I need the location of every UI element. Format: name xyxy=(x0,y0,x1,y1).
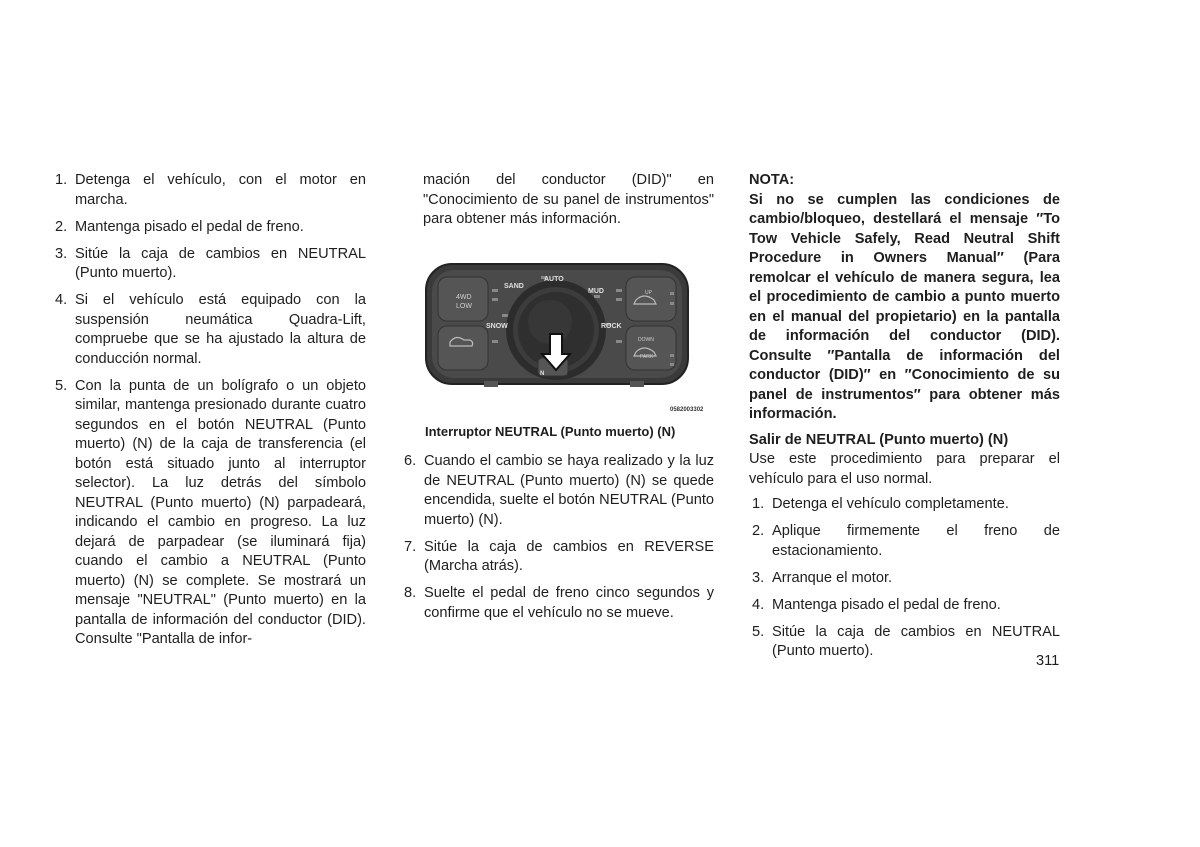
list-item-text: Con la punta de un bolígrafo o un objeto similar, mantenga presionado durante cuatro segundos en el botón NEUTRAL (Punto muerto) (N) de la caja de transferencia (el botón está situado junto al interruptor selector). La luz detrás del símbolo NEUTRAL (Punto muerto) (N) parpadeará, indicando el cambio en progreso. La luz dejará de parpadear (se iluminará fija) cuando el cambio a NEUTRAL (Punto muerto) (N) se complete. Se mostrará un mensaje "NEUTRAL" (Punto muerto) en la pantalla de información del conductor (DID). Consulte "Pantalla de infor- xyxy=(75,377,366,647)
left-column xyxy=(52,171,366,657)
list-item: 8. Suelte el pedal de freno cinco segundos y confirme que el vehículo no se mueve. xyxy=(404,585,714,621)
middle-column-bottom xyxy=(401,452,714,631)
label-mud: MUD xyxy=(588,288,604,295)
list-item: 7. Sitúe la caja de cambios en REVERSE (Marcha atrás). xyxy=(404,538,714,574)
note-body: Si no se cumplen las condiciones de cambio/bloqueo, destellará el mensaje ″To Tow Vehicle Safely, Read Neutral Shift Procedure in Owners Manual″ (Para remolcar el vehículo de manera segura, lea el procedimiento de cambio a punto muerto en el manual del propietario) en la pantalla de información del conductor (DID). Consulte ″Pantalla de información del conductor (DID)″ en ″Conocimiento de su panel de instrumentos″ para obtener más información. xyxy=(749,191,1060,422)
label-park: PARK xyxy=(640,354,654,360)
list-item: 1. Detenga el vehículo, con el motor en marcha. xyxy=(55,172,366,208)
section-title: Salir de NEUTRAL (Punto muerto) (N) xyxy=(749,431,1009,448)
list-item: 3. Sitúe la caja de cambios en NEUTRAL (Punto muerto). xyxy=(55,245,366,281)
list-item-text: Mantenga pisado el pedal de freno. xyxy=(75,218,304,235)
note-title: NOTA: xyxy=(749,172,795,188)
list-item-text: Detenga el vehículo completamente. xyxy=(772,496,1009,512)
list-item: 2. Mantenga pisado el pedal de freno. xyxy=(55,218,304,235)
list-item-text: Si el vehículo está equipado con la suspensión neumática Quadra-Lift, compruebe que se ha ajustado la altura de conducción normal. xyxy=(75,292,366,367)
right-steps-list xyxy=(749,495,1060,662)
label-sand: SAND xyxy=(504,283,524,290)
transfer-case-switch-illustration xyxy=(424,262,714,420)
list-item-text: Sitúe la caja de cambios en REVERSE (Marcha atrás). xyxy=(424,538,714,574)
list-item-text: Mantenga pisado el pedal de freno. xyxy=(772,596,1001,613)
label-snow: SNOW xyxy=(486,323,508,330)
label-auto: AUTO xyxy=(544,276,564,283)
list-item-text: Aplique firmemente el freno de estacionamiento. xyxy=(772,523,1060,559)
list-item-text: Suelte el pedal de freno cinco segundos y confirme que el vehículo no se mueve. xyxy=(424,585,714,621)
list-item: 4. Si el vehículo está equipado con la suspensión neumática Quadra-Lift, compruebe que se ha ajustado la altura de conducción normal. xyxy=(55,292,366,367)
label-rock: ROCK xyxy=(601,323,622,330)
list-item-text: Detenga el vehículo, con el motor en marcha. xyxy=(75,172,366,208)
list-item: 5. Con la punta de un bolígrafo o un objeto similar, mantenga presionado durante cuatro segundos en el botón NEUTRAL (Punto muerto) (N) de la caja de transferencia (el botón está situado junto al interruptor selector). La luz detrás del símbolo NEUTRAL (Punto muerto) (N) parpadeará, indicando el cambio en progreso. La luz dejará de parpadear (se iluminará fija) cuando el cambio a NEUTRAL (Punto muerto) (N) se complete. Se mostrará un mensaje "NEUTRAL" (Punto muerto) en la pantalla de información del conductor (DID). Consulte "Pantalla de infor- xyxy=(55,377,366,647)
list-item-text: Cuando el cambio se haya realizado y la luz de NEUTRAL (Punto muerto) (N) se quede encendida, suelte el botón NEUTRAL (Punto muerto) (N). xyxy=(424,453,714,528)
continued-paragraph: mación del conductor (DID)" en "Conocimiento de su panel de instrumentos" para obtener más información. xyxy=(423,172,714,227)
figure-code: 0582003302 xyxy=(670,407,704,413)
page-number: 311 xyxy=(1036,653,1060,669)
middle-column-top xyxy=(401,171,714,230)
figure-caption: Interruptor NEUTRAL (Punto muerto) (N) xyxy=(425,424,676,439)
right-column xyxy=(749,171,1060,669)
list-item-text: Sitúe la caja de cambios en NEUTRAL (Punto muerto). xyxy=(75,245,366,281)
list-item: 4. Mantenga pisado el pedal de freno. xyxy=(752,596,1001,613)
list-item: 1. Detenga el vehículo completamente. xyxy=(752,496,1009,512)
label-neutral: N xyxy=(540,371,545,377)
label-low: LOW xyxy=(456,303,472,310)
list-item-text: Sitúe la caja de cambios en NEUTRAL (Punto muerto). xyxy=(772,623,1060,659)
neutral-switch-figure xyxy=(424,262,714,420)
list-item: 6. Cuando el cambio se haya realizado y la luz de NEUTRAL (Punto muerto) (N) se quede encendida, suelte el botón NEUTRAL (Punto muerto) (N). xyxy=(404,453,714,528)
label-down: DOWN xyxy=(638,337,654,343)
list-item: 2. Aplique firmemente el freno de estacionamiento. xyxy=(752,523,1060,559)
label-up: UP xyxy=(645,290,652,296)
section-body: Use este procedimiento para preparar el vehículo para el uso normal. xyxy=(749,451,1060,487)
list-item: 3. Arranque el motor. xyxy=(752,569,893,586)
list-item-text: Arranque el motor. xyxy=(772,569,893,586)
list-item: 5. Sitúe la caja de cambios en NEUTRAL (Punto muerto). xyxy=(752,623,1060,659)
label-4wd: 4WD xyxy=(456,294,472,301)
left-steps-list xyxy=(52,171,366,650)
middle-steps-list xyxy=(401,452,714,623)
